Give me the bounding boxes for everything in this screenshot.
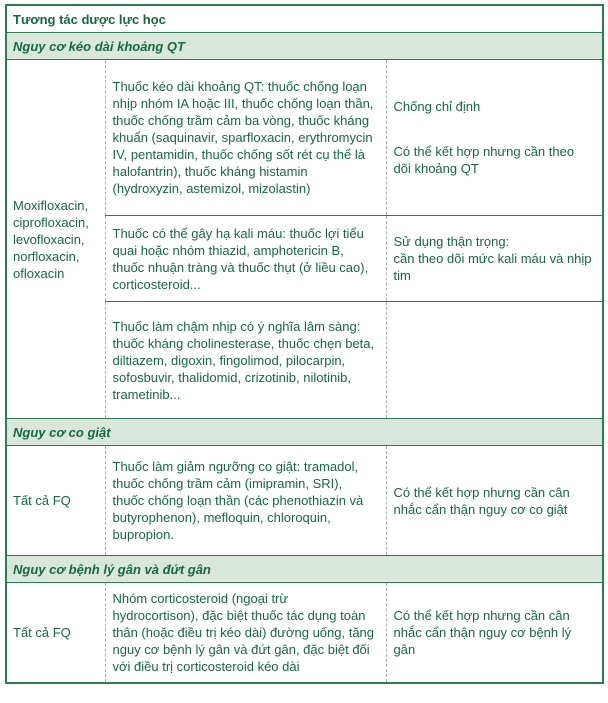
recommendation-seizure: Có thể kết hợp nhưng cần cân nhắc cẩn thận nguy cơ co giật	[393, 484, 570, 517]
interaction-cell-seizure: Thuốc làm giảm ngưỡng co giật: tramadol, thuốc chống trầm cảm (imipramin, SRI), thuốc chống loạn thần (các phenothiazin và butyrophenon), mefloquin, chloroquin, bupropion.	[105, 446, 386, 556]
section-header-qt-row	[6, 33, 603, 60]
recommendation-cell-bradycardia-empty	[386, 302, 603, 419]
interaction-cell-qt-prolonging: Thuốc kéo dài khoảng QT: thuốc chống loạn nhịp nhóm IA hoặc III, thuốc chống loạn thần, thuốc chống trầm cảm ba vòng, thuốc kháng khuẩn (saquinavir, sparfloxacin, erythromycin IV, pentamidin, thuốc chống sốt rét cụ thể là halofantrin), thuốc kháng histamin (hydroxyzin, astemizol, mizolastin)	[105, 60, 386, 216]
drug-group-cell-seizure: Tất cả FQ	[13, 493, 71, 508]
recommendation-monitor-qt: Có thể kết hợp nhưng cần theo dõi khoảng QT	[393, 144, 575, 176]
table-row	[6, 446, 603, 556]
table-row	[6, 60, 603, 216]
recommendation-cell-seizure	[386, 446, 603, 556]
table-title: Tương tác dược lực học	[6, 5, 603, 33]
recommendation-caution: Sử dụng thận trọng:	[393, 234, 510, 249]
section-header-seizure: Nguy cơ co giật	[6, 419, 603, 446]
interaction-cell-hypokalemia: Thuốc có thể gây hạ kali máu: thuốc lợi tiểu quai hoặc nhóm thiazid, amphotericin B, thuốc nhuận tràng và thuốc thụt (ở liều cao), corticosteroid...	[105, 216, 386, 302]
recommendation-cell-tendon	[386, 583, 603, 684]
drug-group-cell-tendon: Tất cả FQ	[13, 625, 71, 640]
recommendation-tendon: Có thể kết hợp nhưng cần cân nhắc cẩn thận nguy cơ bệnh lý gân	[393, 608, 572, 657]
table-title-row	[6, 5, 603, 33]
interaction-cell-bradycardia: Thuốc làm chậm nhịp có ý nghĩa lâm sàng: thuốc kháng cholinesterase, thuốc chẹn beta, diltiazem, digoxin, fingolimod, pilocarpin, sofosbuvir, thalidomid, crizotinib, nilotinib, trametinib...	[105, 302, 386, 419]
drug-interaction-table	[5, 4, 604, 684]
interaction-cell-tendon: Nhóm corticosteroid (ngoại trừ hydrocortison), đặc biệt thuốc tác dụng toàn thân (hoặc điều trị kéo dài) đường uống, tăng nguy cơ bệnh lý gân và đứt gân, đặc biệt đối với điều trị corticosteroid kéo dài	[105, 583, 386, 684]
recommendation-cell-qt-prolonging	[386, 60, 603, 216]
section-header-qt: Nguy cơ kéo dài khoảng QT	[6, 33, 603, 60]
section-header-seizure-row	[6, 419, 603, 446]
recommendation-monitor-kali: cần theo dõi mức kali máu và nhịp tim	[393, 251, 592, 283]
section-header-tendon-row	[6, 556, 603, 583]
section-header-tendon: Nguy cơ bệnh lý gân và đứt gân	[6, 556, 603, 583]
recommendation-cell-hypokalemia	[386, 216, 603, 302]
drug-group-cell-qt: Moxifloxacin, ciprofloxacin, levofloxacin, norfloxacin, ofloxacin	[13, 197, 89, 281]
table-row	[6, 583, 603, 684]
recommendation-contraindicated: Chống chỉ định	[393, 99, 481, 114]
